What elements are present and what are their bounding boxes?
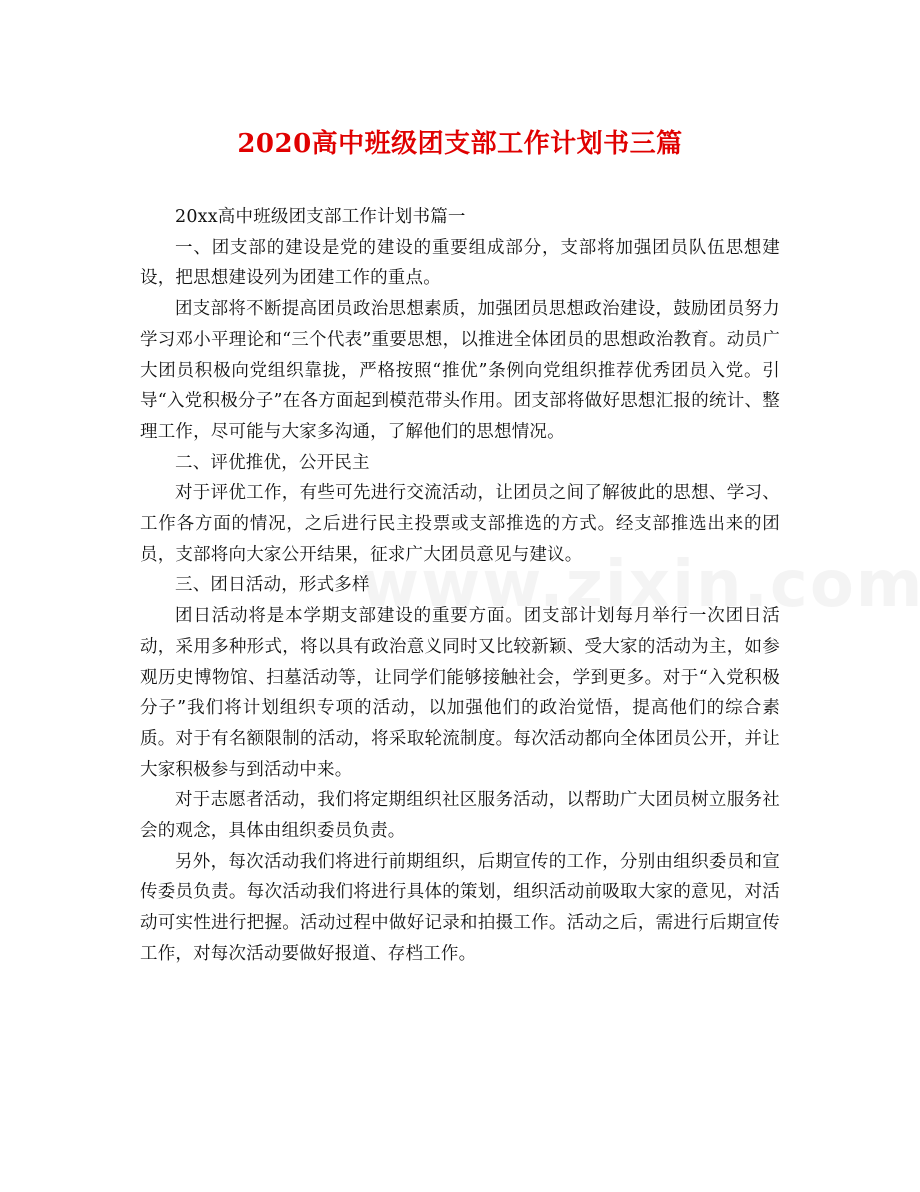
paragraph: 另外，每次活动我们将进行前期组织，后期宣传的工作，分别由组织委员和宣传委员负责。每次活动我们将进行具体的策划，组织活动前吸取大家的意见，对活动可实性进行把握。活动过程中做好记录和拍摄工作。活动之后，需进行后期宣传工作，对每次活动要做好报道、存档工作。 (140, 851, 780, 964)
subheading: 三、团日活动，形式多样 (175, 575, 370, 596)
paragraph: 团日活动将是本学期支部建设的重要方面。团支部计划每月举行一次团日活动，采用多种形式，将以具有政治意义同时又比较新颖、受大家的活动为主，如参观历史博物馆、扫墓活动等，让同学们能够接触社会，学到更多。对于“入党积极分子”我们将计划组织专项的活动，以加强他们的政治觉悟，提高他们的综合素质。对于有名额限制的活动，将采取轮流制度。每次活动都向全体团员公开，并让大家积极参与到活动中来。 (140, 606, 780, 780)
section-heading-1: 20xx高中班级团支部工作计划书篇一 (175, 207, 466, 227)
paragraph: 团支部将不断提高团员政治思想素质，加强团员思想政治建设，鼓励团员努力学习邓小平理论和“三个代表”重要思想，以推进全体团员的思想政治教育。动员广大团员积极向党组织靠拢，严格按照“推优”条例向党组织推荐优秀团员入党。引导“入党积极分子”在各方面起到模范带头作用。团支部将做好思想汇报的统计、整理工作，尽可能与大家多沟通，了解他们的思想情况。 (140, 299, 780, 442)
paragraph: 对于评优工作，有些可先进行交流活动，让团员之间了解彼此的思想、学习、工作各方面的情况，之后进行民主投票或支部推选的方式。经支部推选出来的团员，支部将向大家公开结果，征求广大团员意见与建议。 (140, 483, 780, 565)
paragraph: 一、团支部的建设是党的建设的重要组成部分，支部将加强团员队伍思想建设，把思想建设列为团建工作的重点。 (140, 237, 780, 289)
subheading: 二、评优推优，公开民主 (175, 452, 370, 473)
document-body (140, 202, 780, 970)
document-title: 2020高中班级团支部工作计划书三篇 (237, 129, 683, 159)
paragraph: 对于志愿者活动，我们将定期组织社区服务活动，以帮助广大团员树立服务社会的观念，具体由组织委员负责。 (140, 790, 780, 842)
